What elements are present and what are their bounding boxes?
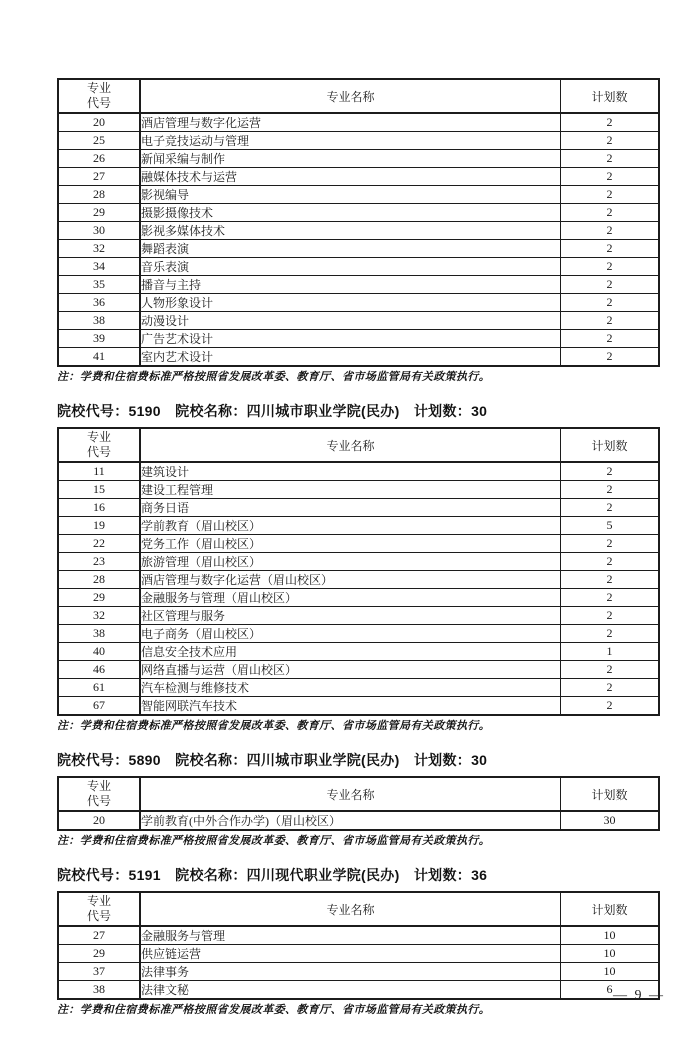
cell-major-name: 供应链运营 (140, 945, 561, 963)
cell-major-name: 法律事务 (140, 963, 561, 981)
cell-major-code: 38 (58, 625, 140, 643)
table-row (58, 113, 659, 132)
cell-major-name: 新闻采编与制作 (140, 150, 561, 168)
column-header-name: 专业名称 (140, 777, 561, 811)
table-header-row (58, 79, 659, 113)
cell-plan-count: 2 (561, 150, 660, 168)
column-header-plan: 计划数 (561, 428, 660, 462)
cell-major-name: 党务工作（眉山校区） (140, 535, 561, 553)
table-row (58, 553, 659, 571)
table-row (58, 222, 659, 240)
cell-plan-count: 2 (561, 607, 660, 625)
cell-major-name: 摄影摄像技术 (140, 204, 561, 222)
cell-major-name: 室内艺术设计 (140, 348, 561, 367)
cell-major-code: 35 (58, 276, 140, 294)
cell-major-name: 广告艺术设计 (140, 330, 561, 348)
cell-plan-count: 2 (561, 625, 660, 643)
cell-plan-count: 10 (561, 963, 660, 981)
cell-plan-count: 2 (561, 222, 660, 240)
table-row (58, 294, 659, 312)
column-header-name: 专业名称 (140, 79, 561, 113)
cell-major-code: 22 (58, 535, 140, 553)
cell-major-name: 人物形象设计 (140, 294, 561, 312)
cell-plan-count: 2 (561, 499, 660, 517)
cell-plan-count: 2 (561, 348, 660, 367)
cell-major-name: 金融服务与管理 (140, 926, 561, 945)
cell-major-name: 酒店管理与数字化运营 (140, 113, 561, 132)
column-header-code (58, 428, 140, 462)
cell-plan-count: 2 (561, 312, 660, 330)
cell-major-code: 19 (58, 517, 140, 535)
table-row (58, 607, 659, 625)
cell-plan-count: 2 (561, 294, 660, 312)
cell-major-code: 29 (58, 589, 140, 607)
cell-major-code: 23 (58, 553, 140, 571)
cell-plan-count: 2 (561, 132, 660, 150)
note-text: 注：学费和住宿费标准严格按照省发展改革委、教育厅、省市场监管局有关政策执行。 (57, 371, 491, 383)
column-header-code-line2: 代号 (86, 909, 111, 923)
cell-major-name: 建设工程管理 (140, 481, 561, 499)
table-header-row (58, 892, 659, 926)
cell-plan-count: 2 (561, 571, 660, 589)
table-row (58, 945, 659, 963)
cell-major-code: 38 (58, 312, 140, 330)
table-row (58, 517, 659, 535)
cell-major-code: 25 (58, 132, 140, 150)
column-header-code-line2: 代号 (86, 445, 111, 459)
table-row (58, 589, 659, 607)
table-row (58, 926, 659, 945)
cell-plan-count: 2 (561, 553, 660, 571)
cell-major-code: 20 (58, 113, 140, 132)
cell-major-name: 信息安全技术应用 (140, 643, 561, 661)
cell-major-name: 金融服务与管理（眉山校区） (140, 589, 561, 607)
table-row (58, 258, 659, 276)
cell-major-name: 学前教育（眉山校区） (140, 517, 561, 535)
cell-major-code: 46 (58, 661, 140, 679)
column-header-name: 专业名称 (140, 428, 561, 462)
cell-major-name: 汽车检测与维修技术 (140, 679, 561, 697)
table-row (58, 571, 659, 589)
cell-plan-count: 2 (561, 113, 660, 132)
cell-major-code: 28 (58, 186, 140, 204)
table-row (58, 661, 659, 679)
cell-plan-count: 2 (561, 661, 660, 679)
table-row (58, 168, 659, 186)
table-row (58, 625, 659, 643)
plan-section (57, 865, 655, 1018)
cell-major-name: 动漫设计 (140, 312, 561, 330)
column-header-code-line1: 专业 (86, 894, 111, 908)
cell-major-name: 学前教育(中外合作办学)（眉山校区） (140, 811, 561, 830)
cell-plan-count: 2 (561, 330, 660, 348)
cell-plan-count: 30 (561, 811, 660, 830)
document-body (57, 78, 655, 1018)
column-header-code-line2: 代号 (86, 96, 111, 110)
cell-major-code: 32 (58, 240, 140, 258)
table-header-row (58, 428, 659, 462)
cell-plan-count: 5 (561, 517, 660, 535)
cell-major-code: 29 (58, 204, 140, 222)
cell-major-name: 融媒体技术与运营 (140, 168, 561, 186)
cell-major-code: 11 (58, 462, 140, 481)
table-row (58, 312, 659, 330)
cell-major-code: 40 (58, 643, 140, 661)
cell-major-name: 电子竞技运动与管理 (140, 132, 561, 150)
cell-major-name: 社区管理与服务 (140, 607, 561, 625)
column-header-code (58, 79, 140, 113)
plan-section (57, 750, 655, 849)
cell-major-code: 61 (58, 679, 140, 697)
plan-table (57, 891, 660, 1000)
cell-major-code: 32 (58, 607, 140, 625)
plan-section (57, 78, 655, 385)
table-header-row (58, 777, 659, 811)
cell-major-name: 音乐表演 (140, 258, 561, 276)
table-row (58, 462, 659, 481)
cell-major-code: 36 (58, 294, 140, 312)
page-number: — 9 — (613, 988, 665, 1003)
cell-major-name: 网络直播与运营（眉山校区） (140, 661, 561, 679)
cell-plan-count: 2 (561, 462, 660, 481)
cell-major-code: 28 (58, 571, 140, 589)
column-header-code-line1: 专业 (86, 779, 111, 793)
cell-plan-count: 2 (561, 186, 660, 204)
cell-major-code: 67 (58, 697, 140, 716)
cell-plan-count: 2 (561, 204, 660, 222)
cell-major-name: 影视多媒体技术 (140, 222, 561, 240)
cell-major-code: 26 (58, 150, 140, 168)
cell-plan-count: 2 (561, 589, 660, 607)
table-row (58, 204, 659, 222)
column-header-plan: 计划数 (561, 777, 660, 811)
note-text: 注：学费和住宿费标准严格按照省发展改革委、教育厅、省市场监管局有关政策执行。 (57, 1004, 491, 1016)
table-row (58, 811, 659, 830)
column-header-plan: 计划数 (561, 79, 660, 113)
cell-major-name: 建筑设计 (140, 462, 561, 481)
column-header-code (58, 892, 140, 926)
table-row (58, 348, 659, 367)
cell-major-name: 商务日语 (140, 499, 561, 517)
table-row (58, 535, 659, 553)
cell-major-code: 34 (58, 258, 140, 276)
cell-major-code: 39 (58, 330, 140, 348)
table-row (58, 963, 659, 981)
section-header: 院校代号：5191 院校名称：四川现代职业学院(民办) 计划数：36 (57, 867, 488, 883)
plan-table (57, 776, 660, 831)
cell-major-name: 播音与主持 (140, 276, 561, 294)
column-header-code-line1: 专业 (86, 430, 111, 444)
note-text: 注：学费和住宿费标准严格按照省发展改革委、教育厅、省市场监管局有关政策执行。 (57, 720, 491, 732)
cell-major-name: 酒店管理与数字化运营（眉山校区） (140, 571, 561, 589)
cell-major-code: 15 (58, 481, 140, 499)
cell-plan-count: 2 (561, 240, 660, 258)
column-header-code-line1: 专业 (86, 81, 111, 95)
table-row (58, 240, 659, 258)
table-row (58, 150, 659, 168)
table-row (58, 186, 659, 204)
cell-major-name: 舞蹈表演 (140, 240, 561, 258)
table-row (58, 481, 659, 499)
section-header: 院校代号：5890 院校名称：四川城市职业学院(民办) 计划数：30 (57, 752, 488, 768)
plan-table (57, 78, 660, 367)
plan-section (57, 401, 655, 734)
table-row (58, 679, 659, 697)
cell-major-name: 智能网联汽车技术 (140, 697, 561, 716)
cell-major-code: 20 (58, 811, 140, 830)
column-header-plan: 计划数 (561, 892, 660, 926)
cell-major-code: 27 (58, 926, 140, 945)
cell-major-name: 法律文秘 (140, 981, 561, 1000)
cell-plan-count: 2 (561, 276, 660, 294)
cell-major-code: 16 (58, 499, 140, 517)
cell-major-code: 30 (58, 222, 140, 240)
table-row (58, 132, 659, 150)
cell-major-code: 41 (58, 348, 140, 367)
cell-plan-count: 2 (561, 168, 660, 186)
table-row (58, 276, 659, 294)
column-header-code-line2: 代号 (86, 794, 111, 808)
cell-major-name: 电子商务（眉山校区） (140, 625, 561, 643)
note-text: 注：学费和住宿费标准严格按照省发展改革委、教育厅、省市场监管局有关政策执行。 (57, 835, 491, 847)
cell-major-code: 38 (58, 981, 140, 1000)
cell-major-name: 影视编导 (140, 186, 561, 204)
cell-major-code: 27 (58, 168, 140, 186)
table-row (58, 697, 659, 716)
cell-plan-count: 2 (561, 679, 660, 697)
table-row (58, 643, 659, 661)
column-header-name: 专业名称 (140, 892, 561, 926)
table-row (58, 330, 659, 348)
table-row (58, 981, 659, 1000)
plan-table (57, 427, 660, 716)
cell-plan-count: 10 (561, 926, 660, 945)
cell-major-code: 37 (58, 963, 140, 981)
cell-plan-count: 10 (561, 945, 660, 963)
table-row (58, 499, 659, 517)
cell-plan-count: 2 (561, 258, 660, 276)
cell-plan-count: 2 (561, 535, 660, 553)
cell-plan-count: 6 (561, 981, 660, 1000)
column-header-code (58, 777, 140, 811)
cell-major-code: 29 (58, 945, 140, 963)
cell-major-name: 旅游管理（眉山校区） (140, 553, 561, 571)
cell-plan-count: 2 (561, 697, 660, 716)
section-header: 院校代号：5190 院校名称：四川城市职业学院(民办) 计划数：30 (57, 403, 488, 419)
cell-plan-count: 1 (561, 643, 660, 661)
cell-plan-count: 2 (561, 481, 660, 499)
